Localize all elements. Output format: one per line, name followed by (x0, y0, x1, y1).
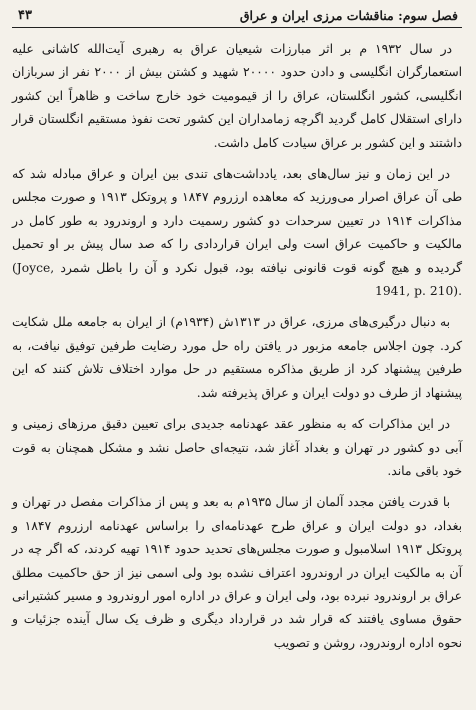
paragraph-3 (12, 311, 462, 405)
paragraph-text: در این مذاکرات که به منظور عقد عهدنامه جدیدی برای تعیین دقیق مرزهای زمینی و آبی دو کشور در تهران و بغداد آغاز شد، نتیجه‌ای حاصل نشد و مشکل همچنان به قوت خود باقی ماند. (12, 417, 462, 478)
paragraph-5 (12, 491, 462, 655)
paragraph-text: در سال ۱۹۳۲ م بر اثر مبارزات شیعیان عراق به رهبری آیت‌الله کاشانی علیه استعمارگران انگلیسی و دادن حدود ۲۰۰۰۰ شهید و کشتن بیش از ۲۰۰۰ نفر از سربازان انگلیسی، کشور انگلستان، عراق را از قیمومیت خود خارج ساخت و ظاهراً این کشور دارای استقلال کامل گردید اگرچه زمامداران این کشور تحت نفوذ مستقیم انگلستان قرار داشتند و این کشور بر عراق سیادت کامل داشت. (12, 42, 462, 150)
paragraph-4 (12, 413, 462, 483)
running-header (12, 6, 462, 28)
running-title: فصل سوم: مناقشات مرزی ایران و عراق (239, 8, 458, 23)
paragraph-text: به دنبال درگیری‌های مرزی، عراق در ۱۳۱۳ش (۱۹۳۴م) از ایران به جامعه ملل شکایت کرد. چون اجلاس جامعه مزبور در یافتن راه حل مورد رضایت طرفین توفیق نیافت، به طرفین پیشنهاد کرد از طریق مذاکره مستقیم در حل موارد اختلاف تلاش کنند که این پیشنهاد از طرف دو دولت ایران و عراق پذیرفته شد. (12, 315, 462, 400)
body-text (12, 38, 462, 655)
paragraph-1 (12, 38, 462, 155)
paragraph-text: در این زمان و نیز سال‌های بعد، یادداشت‌های تندی بین ایران و عراق مبادله شد که طی آن عراق اصرار می‌ورزید که معاهده ارزروم ۱۸۴۷ و پروتکل ۱۹۱۳ و صورت مجلس مذاکرات ۱۹۱۴ در تعیین سرحدات دو کشور رسمیت دارد و اروندرود به طور کامل در مالکیت و حاکمیت عراق است ولی ایران قراردادی را که صد سال پیش بر او تحمیل گردیده و هیچ گونه قوت قانونی نیافته بود، قبول نکرد و آن را باطل شمرد (12, 167, 462, 275)
page-number: ۴۳ (18, 8, 32, 23)
citation: (Joyce, 1941, p. 210). (12, 260, 462, 299)
paragraph-text: با قدرت یافتن مجدد آلمان از سال ۱۹۳۵م به بعد و پس از مذاکرات مفصل در تهران و بغداد، دو دولت ایران و عراق طرح عهدنامه‌ای را براساس عهدنامه ارزروم ۱۸۴۷ و پروتکل ۱۹۱۳ اسلامبول و صورت مجلس‌های تحدید حدود ۱۹۱۴ تهیه کردند، که اگر چه در آن به مالکیت ایران در اروندرود اعتراف نشده بود ولی اسمی نیز از حق حاکمیت مطلق عراق بر اروندرود نبرده بود، ولی ایران و عراق در اداره امور اروندرود و مسیر کشتیرانی حقوق مساوی یافتند که قرار شد در قرارداد دیگری و ظرف یک سال آینده جزئیات و نحوه اداره اروندرود، روشن و تصویب (12, 495, 462, 650)
paragraph-2 (12, 163, 462, 303)
